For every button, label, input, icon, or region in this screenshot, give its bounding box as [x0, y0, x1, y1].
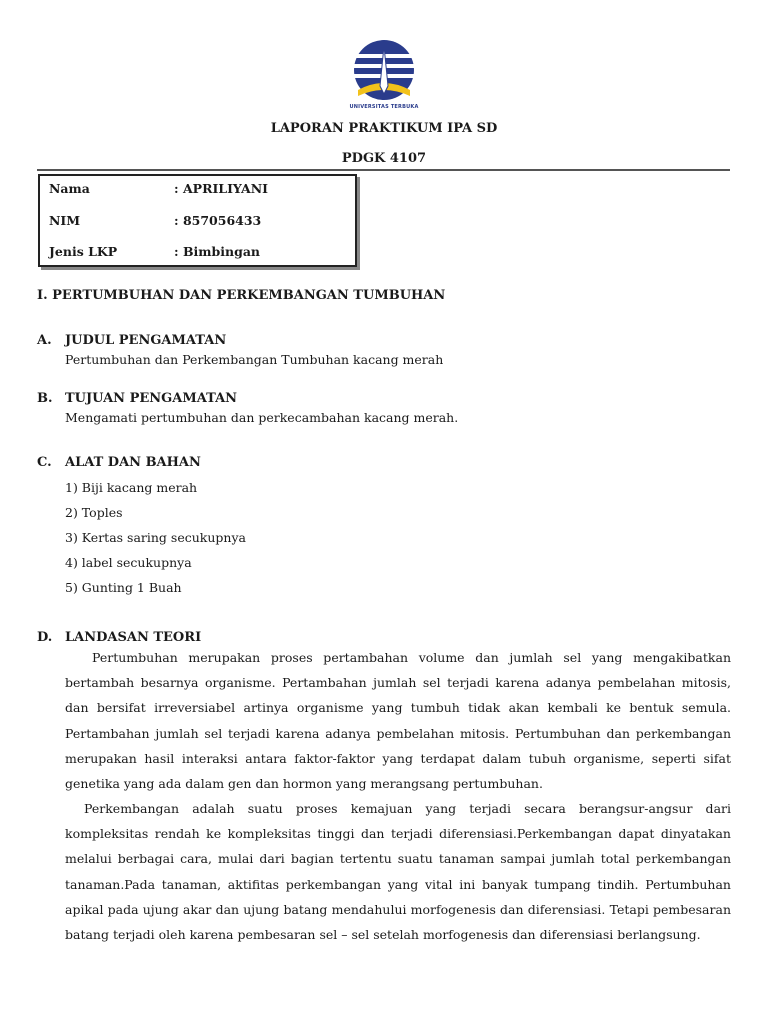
main-heading: I. PERTUMBUHAN DAN PERKEMBANGAN TUMBUHAN	[37, 288, 446, 303]
list-item: 5) Gunting 1 Buah	[65, 580, 182, 595]
section-letter: D.	[37, 630, 53, 645]
identity-label: Jenis LKP	[49, 244, 118, 259]
report-title: LAPORAN PRAKTIKUM IPA SD	[270, 121, 498, 136]
section-title: LANDASAN TEORI	[65, 630, 202, 645]
section-d-heading	[37, 630, 201, 645]
section-b-heading	[37, 391, 237, 406]
section-b-text: Mengamati pertumbuhan dan perkecambahan kacang merah.	[65, 410, 459, 425]
identity-row-nim	[49, 213, 261, 228]
list-item: 4) label secukupnya	[65, 555, 192, 570]
identity-label: NIM	[49, 213, 81, 228]
section-a-text: Pertumbuhan dan Perkembangan Tumbuhan kacang merah	[65, 352, 444, 367]
section-title: JUDUL PENGAMATAN	[65, 333, 227, 348]
identity-box	[38, 174, 357, 267]
identity-row-nama	[49, 181, 268, 196]
list-item: 1) Biji kacang merah	[65, 480, 198, 495]
paragraph: Pertumbuhan merupakan proses pertambahan volume dan jumlah sel yang mengakibatkan bertambah besarnya organisme. Pertambahan jumlah sel terjadi karena adanya pembelahan mitosis, dan bersifat irreversiabel artinya organisme yang tumbuh tidak akan kembali ke bentuk semula. Pertambahan jumlah sel terjadi karena adanya pembelahan mitosis. Pertumbuhan dan perkembangan merupakan hasil interaksi antara faktor-faktor yang terdapat dalam tubuh organisme, seperti sifat genetika yang ada dalam gen dan hormon yang merangsang pertumbuhan.	[65, 650, 731, 792]
section-c-heading	[37, 455, 201, 470]
paragraph: Perkembangan adalah suatu proses kemajuan yang terjadi secara berangsur-angsur dari kompleksitas rendah ke kompleksitas tinggi dan terjadi diferensiasi.Perkembangan dapat dinyatakan melalui berbagai cara, mulai dari bagian tertentu suatu tanaman sampai jumlah total perkembangan tanaman.Pada tanaman, aktifitas perkembangan yang vital ini banyak tumpang tindih. Pertumbuhan apikal pada ujung akar dan ujung batang mendahului morfogenesis dan diferensiasi. Tetapi pembesaran batang terjadi oleh karena pembesaran sel – sel setelah morfogenesis dan diferensiasi berlangsung.	[65, 801, 731, 943]
section-letter: A.	[37, 333, 52, 348]
header-divider	[37, 169, 730, 171]
list-item: 2) Toples	[65, 505, 123, 520]
identity-label: Nama	[49, 181, 90, 196]
logo-caption: UNIVERSITAS TERBUKA	[349, 104, 419, 110]
section-letter: B.	[37, 391, 53, 406]
section-letter: C.	[37, 455, 52, 470]
section-title: TUJUAN PENGAMATAN	[65, 391, 238, 406]
course-code: PDGK 4107	[341, 151, 427, 166]
identity-value: : 857056433	[174, 213, 262, 228]
list-item: 3) Kertas saring secukupnya	[65, 530, 246, 545]
identity-value: : Bimbingan	[174, 244, 261, 259]
identity-row-jenis-lkp	[49, 244, 260, 259]
section-title: ALAT DAN BAHAN	[65, 455, 201, 470]
identity-value: : APRILIYANI	[174, 181, 269, 196]
section-a-heading	[37, 333, 226, 348]
